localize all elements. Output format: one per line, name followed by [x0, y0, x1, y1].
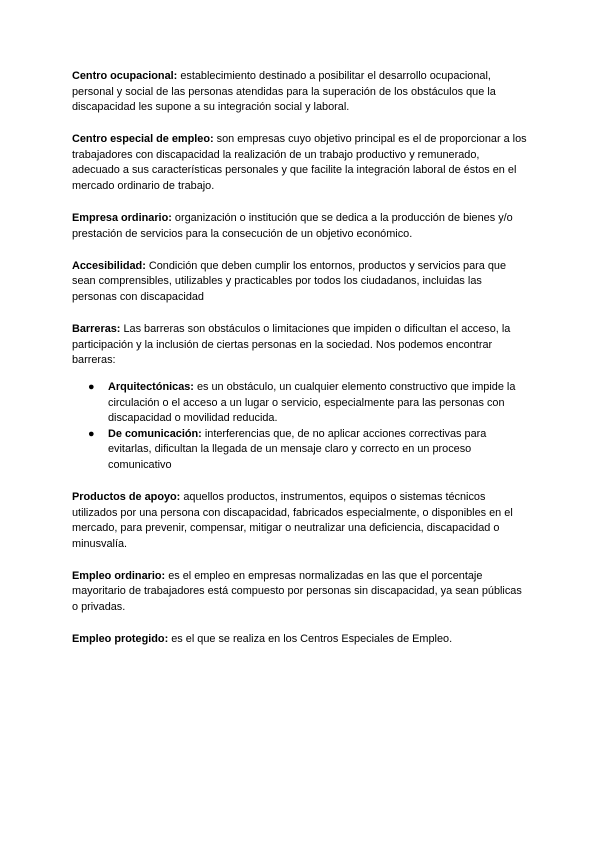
definition-text: son empresas cuyo objetivo principal es el de proporcionar a los trabajadores con discapacidad la realización de un trabajo productivo y remunerado, adecuado a sus características personales y que facilite la integración laboral de éstos en el mercado ordinario de trabajo.: [72, 133, 527, 193]
definition-text: es el empleo en empresas normalizadas en las que el porcentaje mayoritario de trabajadores está compuesto por personas sin discapacidad, ya sean públicas o privadas.: [72, 569, 522, 614]
term-label: Barreras:: [72, 323, 121, 336]
term-label: Accesibilidad:: [72, 259, 146, 272]
definition-text: establecimiento destinado a posibilitar el desarrollo ocupacional, personal y social de las personas atendidas para la superación de los obstáculos que la discapacidad les supone a su integración social y laboral.: [72, 70, 496, 114]
definition-text: aquellos productos, instrumentos, equipos o sistemas técnicos utilizados por una persona con discapacidad, fabricados especialmente, o disponibles en el mercado, para prevenir, compensar, mitigar o neutralizar una deficiencia, discapacidad o minusvalía.: [72, 490, 513, 550]
definition-centro-especial-empleo: [72, 132, 528, 194]
definition-text: interferencias que, de no aplicar acciones correctivas para evitarlas, dificultan la llegada de un mensaje claro y correcto en un proceso comunicativo: [108, 427, 487, 471]
definition-empleo-protegido: [72, 632, 528, 648]
definition-empresa-ordinario: [72, 211, 528, 242]
term-label: Empresa ordinario:: [72, 212, 172, 225]
definition-text: es el que se realiza en los Centros Especiales de Empleo.: [168, 633, 453, 646]
definition-text: Condición que deben cumplir los entornos, productos y servicios para que sean comprensibles, utilizables y practicables por todos los ciudadanos, incluidas las personas con discapacidad: [72, 259, 507, 304]
definition-text: Las barreras son obstáculos o limitaciones que impiden o dificultan el acceso, la participación y la inclusión de ciertas personas en la sociedad. Nos podemos encontrar barreras:: [72, 323, 511, 367]
document-page: [72, 69, 528, 664]
list-item: [72, 380, 528, 427]
term-label: Productos de apoyo:: [72, 490, 181, 503]
bullet-icon: ●: [88, 380, 95, 393]
term-label: Arquitectónicas:: [108, 380, 194, 393]
term-label: De comunicación:: [108, 427, 202, 440]
definition-barreras: [72, 322, 528, 369]
definition-empleo-ordinario: [72, 569, 528, 616]
definition-centro-ocupacional: [72, 69, 528, 116]
definition-text: organización o institución que se dedica a la producción de bienes y/o prestación de servicios para la consecución de un objetivo económico.: [72, 212, 513, 240]
definition-productos-de-apoyo: [72, 490, 528, 552]
term-label: Centro especial de empleo:: [72, 133, 214, 146]
term-label: Empleo protegido:: [72, 633, 169, 646]
term-label: Centro ocupacional:: [72, 70, 178, 82]
term-label: Empleo ordinario:: [72, 569, 166, 582]
definition-text: es un obstáculo, un cualquier elemento constructivo que impide la circulación o el acceso a un lugar o servicio, especialmente para las personas con discapacidad o movilidad reducida.: [108, 380, 516, 425]
list-item: [72, 427, 528, 474]
bullet-icon: ●: [88, 427, 95, 440]
barrier-types-list: [72, 380, 528, 474]
definition-accesibilidad: [72, 259, 528, 306]
